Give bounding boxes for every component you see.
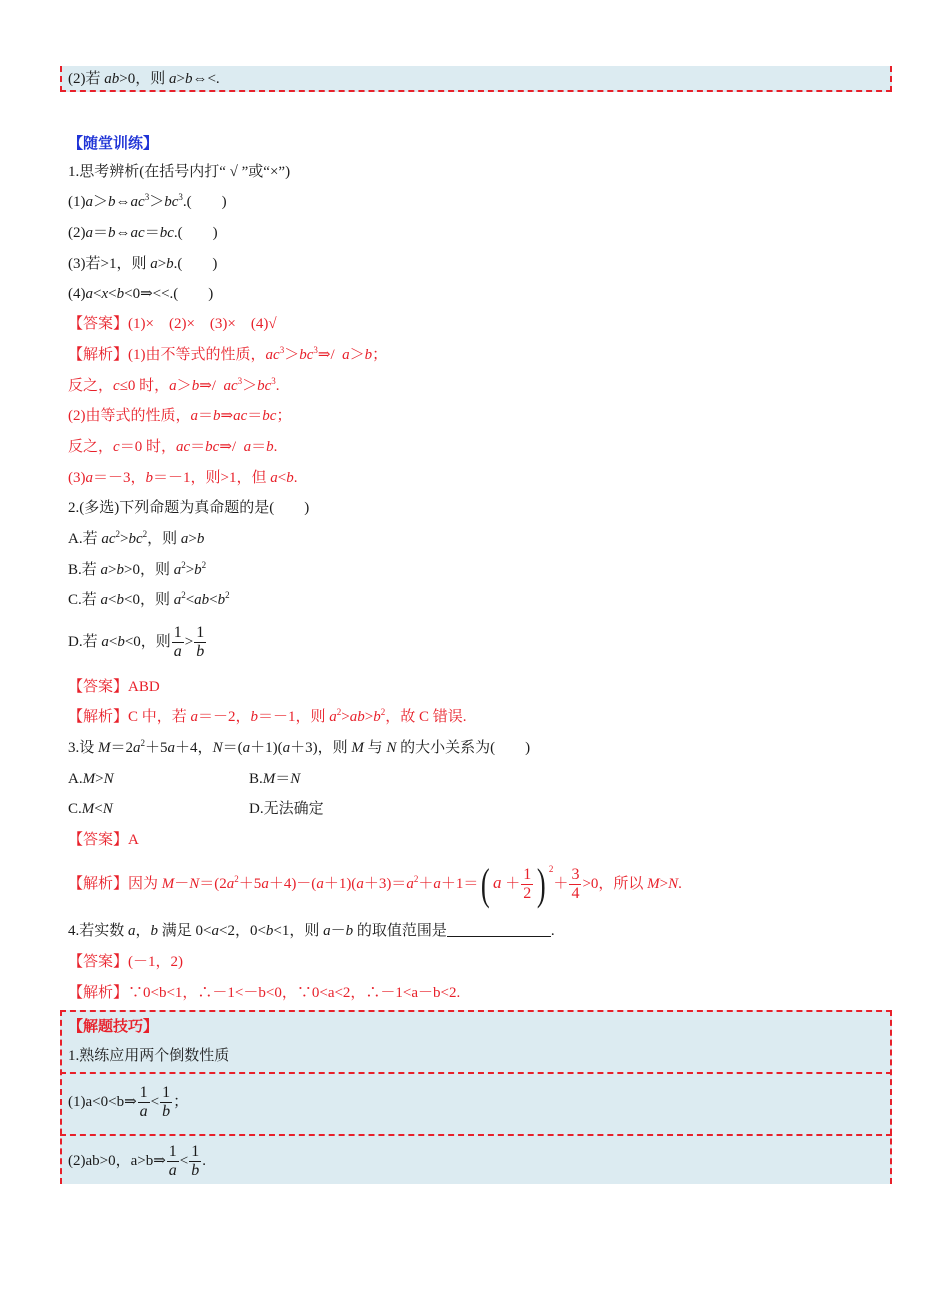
- q1-analysis-2: 反之，c≤0 时，a＞b⇒/ $ac^3>bc^3$.: [68, 376, 280, 394]
- q1-analysis-4: 反之，c＝0 时，ac＝bc⇒/ a＝b.: [68, 439, 278, 455]
- q1-analysis-3: (2)由等式的性质，a＝b⇒ac＝bc；: [68, 408, 292, 424]
- tips-separator-2: [60, 1134, 892, 1136]
- q1-item-2: (2)a＝b⇔ac＝bc.( ): [68, 225, 218, 241]
- q2-analysis: 【解析】C 中，若 a＝－2，b＝－1，则 $a^2>ab>b^2$，故 C 错误.: [68, 707, 467, 725]
- tips-title: 【解题技巧】: [68, 1019, 159, 1035]
- q2-option-a: A.若 $ac^2>bc^2$，则 a>b: [68, 529, 205, 547]
- q3-answer: 【答案】A: [68, 832, 139, 848]
- q1-answer: 【答案】(1)× (2)× (3)× (4)√: [68, 316, 277, 332]
- q1-item-4: (4)a<x<b<0⇒<<.( ): [68, 286, 214, 302]
- top-note-text: (2)若 ab>0，则 a>b⇔<.: [68, 71, 220, 87]
- q1-item-3: (3)若>1，则 a>b.( ): [68, 256, 218, 272]
- q2-option-d: D.若 a<b<0，则 $\frac{1}{a}$ > $\frac{1}{b}$: [68, 624, 205, 661]
- q3-stem: 3.设 $M=2a^2+5a+4$，N＝(a＋1)(a＋3)，则 M 与 N 的大小关系为( ): [68, 738, 531, 756]
- q3-option-d: D.无法确定: [249, 801, 324, 817]
- q4-analysis: 【解析】∵0<b<1，∴－1<－b<0，∵0<a<2，∴－1<a－b<2.: [68, 985, 461, 1001]
- q1-item-1: $(1)a>b\Leftrightarrow ac^3>bc^3$.( ): [68, 192, 227, 210]
- q4-answer: 【答案】(－1，2): [68, 954, 184, 970]
- tips-separator-1: [60, 1072, 892, 1074]
- q2-option-b: B.若 a>b>0，则 $a^2>b^2$: [68, 560, 207, 578]
- q1-stem: 1.思考辨析(在括号内打“ √ ”或“×”): [68, 164, 291, 180]
- q4-answer-blank[interactable]: [447, 922, 551, 937]
- section-title: 【随堂训练】: [68, 136, 159, 152]
- q3-option-c: C.M<N: [68, 801, 113, 817]
- q4-stem: 4.若实数 a，b 满足 0<a<2，0<b<1，则 a－b 的取值范围是 .: [68, 923, 555, 939]
- tips-item-2: (2)ab>0，a>b⇒ $\frac{1}{a}$ < $\frac{1}{b}$ .: [68, 1143, 207, 1180]
- q3-option-b: B.M＝N: [249, 771, 301, 787]
- q1-analysis-1: 【解析】(1)由不等式的性质，$ac^3>bc^3\Rightarrow/$ a＞b；: [68, 345, 388, 363]
- q2-option-c: C.若 a<b<0，则 $a^2<ab<b^2$: [68, 590, 230, 608]
- tips-item-1: (1)a<0<b⇒ $\frac{1}{a}$ < $\frac{1}{b}$ ；: [68, 1084, 189, 1121]
- q2-answer: 【答案】ABD: [68, 679, 160, 695]
- q3-analysis: 【解析】因为 $M-N=(2a^2+5a+4)-(a+1)(a+3)=a^2+a+1=$( a ＋ $\frac{1}{2}$ ) $^2$＋ $\frac{3}{4}$ >0，所以 M>N.: [68, 859, 682, 909]
- q1-analysis-5: (3)a＝－3，b＝－1，则>1，但 a<b.: [68, 470, 298, 486]
- tips-line-1: 1.熟练应用两个倒数性质: [68, 1048, 230, 1064]
- q2-stem: 2.(多选)下列命题为真命题的是( ): [68, 500, 310, 516]
- q3-option-a: A.M>N: [68, 771, 114, 787]
